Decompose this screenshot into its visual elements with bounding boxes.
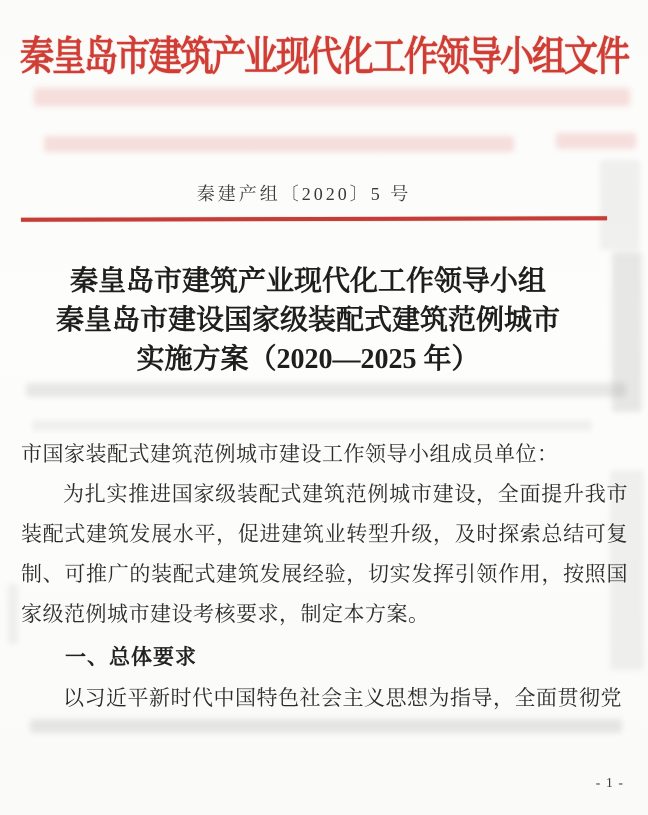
bleed-through-mark: [34, 88, 630, 106]
document-title-line-2: 秦皇岛市建设国家级装配式建筑范例城市: [55, 305, 560, 336]
bleed-through-mark: [32, 420, 592, 431]
paragraph-1-line-1: 为扎实推进国家级装配式建筑范例城市建设，全面提升我市: [63, 482, 628, 506]
bleed-through-mark: [44, 136, 514, 152]
document-number: 秦建产组〔2020〕5 号: [196, 184, 412, 204]
bleed-through-mark: [30, 719, 622, 733]
paragraph-2-line-1: 以习近平新时代中国特色社会主义思想为指导，全面贯彻党: [63, 686, 622, 710]
document-title: [0, 262, 632, 379]
bleed-through-mark: [556, 133, 636, 149]
document-title-line-1: 秦皇岛市建筑产业现代化工作领导小组: [69, 266, 546, 297]
letterhead-title: 秦皇岛市建筑产业现代化工作领导小组文件: [20, 35, 628, 80]
document-body: [21, 434, 628, 718]
document-title-line-3: 实施方案（2020—2025 年）: [136, 344, 480, 375]
bleed-through-mark: [8, 584, 18, 644]
red-separator-rule: [21, 216, 607, 222]
paragraph-1-line-3: 制、可推广的装配式建筑发展经验，切实发挥引领作用，按照国: [21, 562, 628, 586]
bleed-through-mark: [26, 383, 626, 397]
section-1-heading: 一、总体要求: [65, 646, 197, 669]
paragraph-1-line-4: 家级范例城市建设考核要求，制定本方案。: [21, 602, 430, 626]
salutation-line: 市国家装配式建筑范例城市建设工作领导小组成员单位：: [21, 442, 559, 466]
page-number: - 1 -: [595, 776, 624, 791]
paragraph-1-line-2: 装配式建筑发展水平，促进建筑业转型升级，及时探索总结可复: [21, 522, 628, 546]
